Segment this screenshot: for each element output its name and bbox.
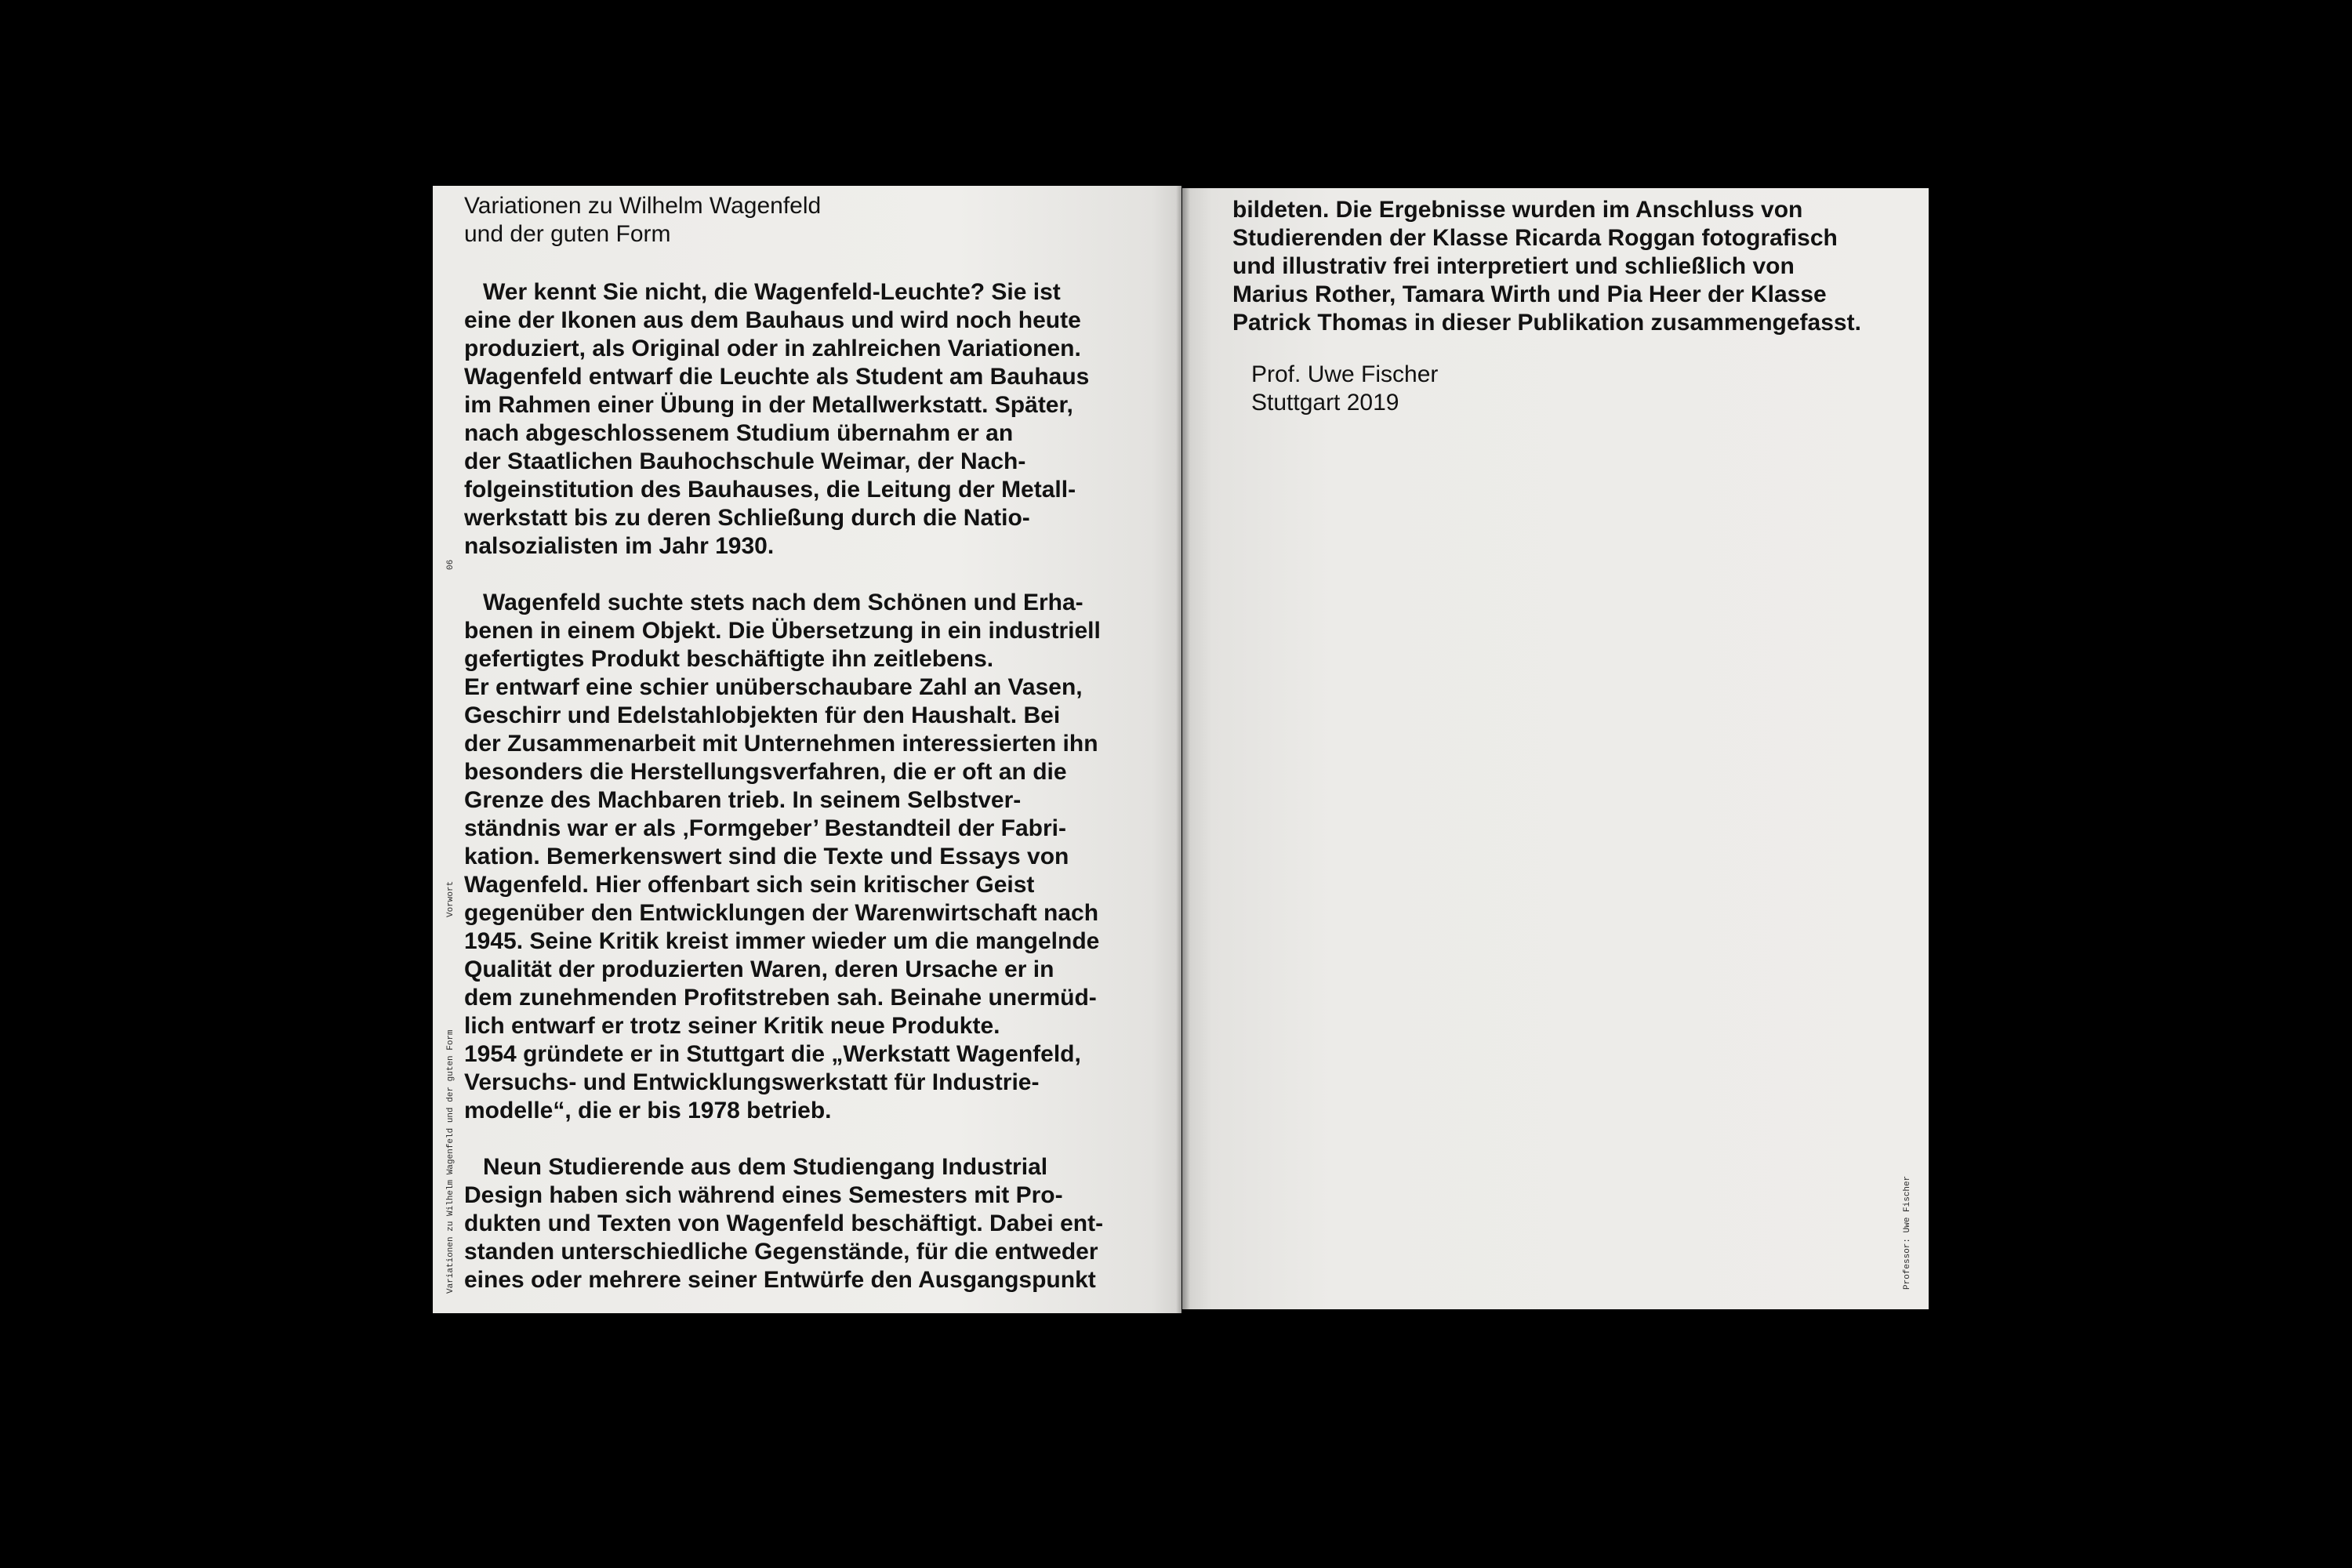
text-line: dem zunehmenden Profitstreben sah. Beinahe unermüd- bbox=[464, 985, 1097, 1011]
text-line: Design haben sich während eines Semesters mit Pro- bbox=[464, 1182, 1063, 1208]
text-line: Wagenfeld suchte stets nach dem Schönen und Erha- bbox=[483, 590, 1083, 615]
text-line: gegenüber den Entwicklungen der Warenwirtschaft nach bbox=[464, 900, 1099, 926]
text-line: nalsozialisten im Jahr 1930. bbox=[464, 533, 775, 559]
margin-section-label: Vorwort bbox=[446, 880, 456, 917]
text-line: modelle“, die er bis 1978 betrieb. bbox=[464, 1098, 832, 1123]
left-page bbox=[433, 186, 1181, 1313]
text-line: 1945. Seine Kritik kreist immer wieder um die mangelnde bbox=[464, 928, 1100, 954]
text-line: produziert, als Original oder in zahlreichen Variationen. bbox=[464, 336, 1081, 361]
text-line: im Rahmen einer Übung in der Metallwerkstatt. Später, bbox=[464, 392, 1073, 418]
text-line: Patrick Thomas in dieser Publikation zusammengefasst. bbox=[1232, 310, 1861, 336]
text-line: nach abgeschlossenem Studium übernahm er an bbox=[464, 420, 1014, 446]
text-line: standen unterschiedliche Gegenstände, für die entweder bbox=[464, 1239, 1098, 1265]
spine-shadow bbox=[1176, 186, 1190, 1313]
text-line: werkstatt bis zu deren Schließung durch die Natio- bbox=[464, 505, 1030, 531]
signature-name: Prof. Uwe Fischer bbox=[1251, 361, 1439, 387]
margin-running-title: Variationen zu Wilhelm Wagenfeld und der guten Form bbox=[446, 1029, 456, 1294]
text-line: kation. Bemerkenswert sind die Texte und Essays von bbox=[464, 844, 1069, 869]
text-line: der Zusammenarbeit mit Unternehmen interessierten ihn bbox=[464, 731, 1098, 757]
text-line: lich entwarf er trotz seiner Kritik neue Produkte. bbox=[464, 1013, 1000, 1039]
text-line: dukten und Texten von Wagenfeld beschäftigt. Dabei ent- bbox=[464, 1210, 1104, 1236]
text-line: der Staatlichen Bauhochschule Weimar, der Nach- bbox=[464, 448, 1026, 474]
text-line: Studierenden der Klasse Ricarda Roggan fotografisch bbox=[1232, 225, 1838, 251]
text-line: eines oder mehrere seiner Entwürfe den Ausgangspunkt bbox=[464, 1267, 1096, 1293]
text-line: Wer kennt Sie nicht, die Wagenfeld-Leuchte? Sie ist bbox=[483, 279, 1061, 305]
essay-title bbox=[464, 192, 1013, 249]
text-line: besonders die Herstellungsverfahren, die er oft an die bbox=[464, 759, 1067, 785]
title-line: und der guten Form bbox=[464, 221, 671, 247]
paragraph-1 bbox=[464, 278, 1154, 561]
essay-body-left bbox=[464, 278, 1154, 1294]
text-line: Grenze des Machbaren trieb. In seinem Selbstver- bbox=[464, 787, 1022, 813]
margin-page-number: 06 bbox=[446, 559, 456, 570]
text-line: ständnis war er als ‚Formgeber’ Bestandteil der Fabri- bbox=[464, 815, 1067, 841]
title-line: Variationen zu Wilhelm Wagenfeld bbox=[464, 193, 822, 219]
text-line: folgeinstitution des Bauhauses, die Leitung der Metall- bbox=[464, 477, 1076, 503]
text-line: Versuchs- und Entwicklungswerkstatt für Industrie- bbox=[464, 1069, 1040, 1095]
text-line: Qualität der produzierten Waren, deren Ursache er in bbox=[464, 956, 1054, 982]
text-line: gefertigtes Produkt beschäftigte ihn zeitlebens. bbox=[464, 646, 994, 672]
text-line: benen in einem Objekt. Die Übersetzung in ein industriell bbox=[464, 618, 1101, 644]
author-signature bbox=[1251, 361, 1643, 417]
paragraph-2 bbox=[464, 589, 1154, 1125]
margin-professor-credit: Professor: Uwe Fischer bbox=[1903, 1175, 1912, 1290]
text-line: Wagenfeld entwarf die Leuchte als Student am Bauhaus bbox=[464, 364, 1090, 390]
text-line: und illustrativ frei interpretiert und schließlich von bbox=[1232, 253, 1795, 279]
text-line: bildeten. Die Ergebnisse wurden im Anschluss von bbox=[1232, 197, 1803, 223]
text-line: 1954 gründete er in Stuttgart die „Werkstatt Wagenfeld, bbox=[464, 1041, 1081, 1067]
paragraph-gap bbox=[464, 561, 1154, 589]
paragraph-gap bbox=[464, 1125, 1154, 1153]
signature-place-year: Stuttgart 2019 bbox=[1251, 390, 1399, 416]
text-line: Geschirr und Edelstahlobjekten für den Haushalt. Bei bbox=[464, 702, 1061, 728]
text-line: Er entwarf eine schier unüberschaubare Zahl an Vasen, bbox=[464, 674, 1083, 700]
essay-body-right bbox=[1232, 196, 1907, 337]
text-line: eine der Ikonen aus dem Bauhaus und wird noch heute bbox=[464, 307, 1081, 333]
text-line: Neun Studierende aus dem Studiengang Industrial bbox=[483, 1154, 1048, 1180]
text-line: Marius Rother, Tamara Wirth und Pia Heer der Klasse bbox=[1232, 281, 1827, 307]
right-page bbox=[1182, 188, 1929, 1309]
text-line: Wagenfeld. Hier offenbart sich sein kritischer Geist bbox=[464, 872, 1035, 898]
paragraph-3 bbox=[464, 1153, 1154, 1294]
